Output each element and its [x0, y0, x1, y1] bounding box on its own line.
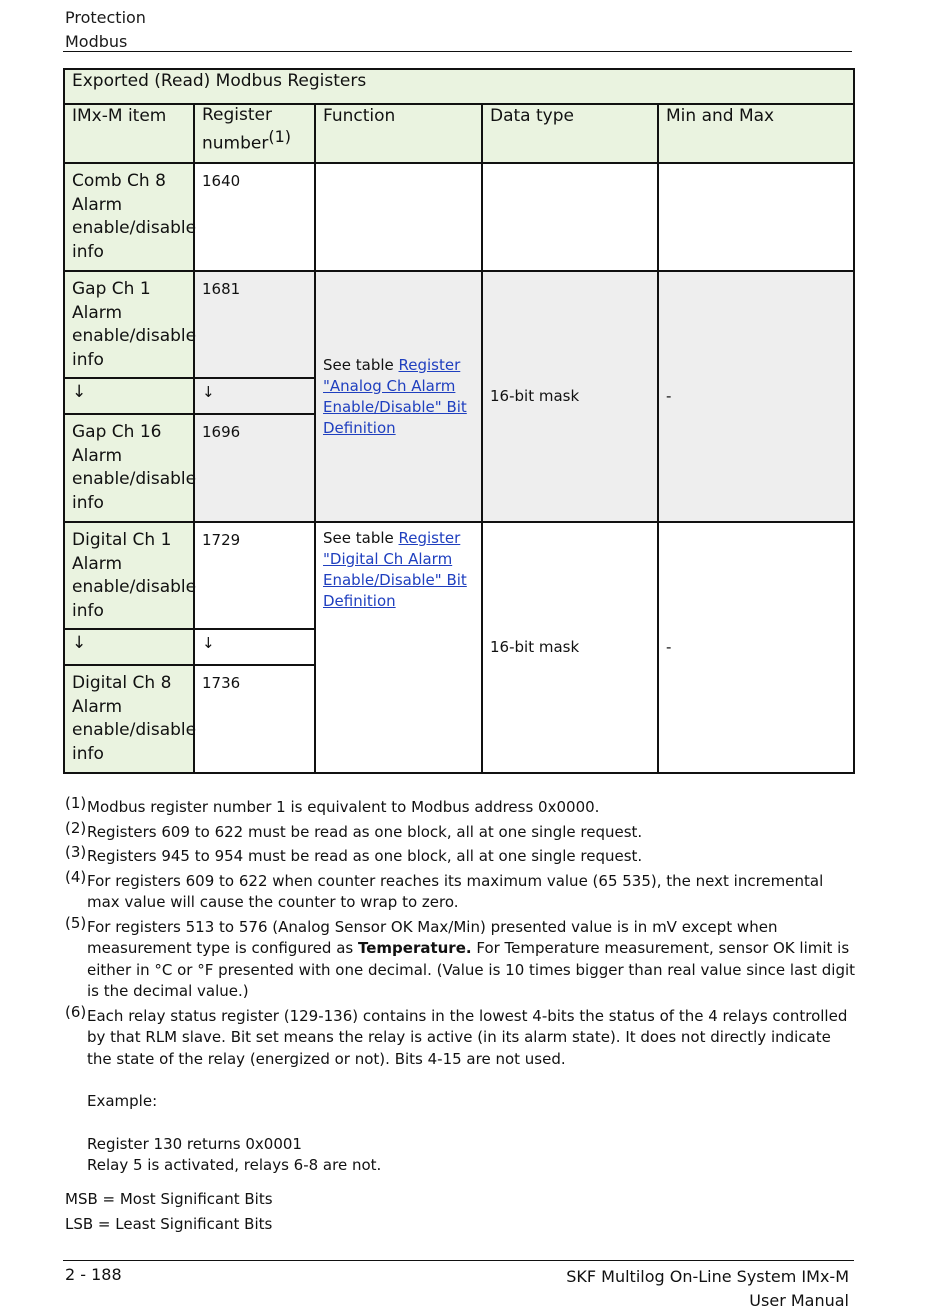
table-title: Exported (Read) Modbus Registers — [64, 69, 854, 104]
header-subsection: Modbus — [65, 32, 128, 51]
table-header-row — [64, 104, 854, 163]
example-line: Register 130 returns 0x0001 — [87, 1134, 302, 1153]
footnote-mark: (3) — [65, 843, 87, 861]
digital-bit-definition-link[interactable]: Register "Digital Ch Alarm Enable/Disable" Bit Definition — [323, 529, 467, 610]
cell-item: Gap Ch 16 Alarm enable/disable info — [64, 414, 194, 522]
modbus-register-table — [63, 68, 855, 774]
footnote-text: Modbus register number 1 is equivalent to Modbus address 0x0000. — [87, 798, 600, 816]
footnote-text: Each relay status register (129-136) contains in the lowest 4-bits the status of the 4 relays controlled by that RLM slave. Bit set means the relay is active (in its alarm state). It does not directly indicate the state of the relay (energized or not). Bits 4-15 are not used. — [87, 1006, 848, 1068]
cell-item-arrow: ↓ — [64, 629, 194, 665]
cell-register-arrow: ↓ — [194, 629, 315, 665]
column-header-item: IMx-M item — [64, 104, 194, 163]
cell-register: 1681 — [194, 271, 315, 378]
footnote-text: Registers 609 to 622 must be read as one block, all at one single request. — [87, 822, 643, 841]
column-header-min-max: Min and Max — [658, 104, 854, 163]
abbreviation-msb: MSB = Most Significant Bits — [65, 1190, 273, 1208]
document-type: User Manual — [749, 1291, 849, 1310]
cell-data-type: 16-bit mask — [482, 522, 658, 773]
cell-register: 1640 — [194, 163, 315, 271]
product-name: SKF Multilog On-Line System IMx-M — [566, 1267, 849, 1286]
table-title-row — [64, 69, 854, 104]
cell-data-type: 16-bit mask — [482, 271, 658, 522]
footnote-5 — [65, 913, 856, 1003]
example-label: Example: — [87, 1092, 158, 1110]
cell-register: 1736 — [194, 665, 315, 773]
function-text: See table — [323, 355, 399, 374]
cell-item: Comb Ch 8 Alarm enable/disable info — [64, 163, 194, 271]
page-header — [65, 6, 146, 54]
footer-divider — [63, 1260, 854, 1261]
abbreviation-lsb: LSB = Least Significant Bits — [65, 1215, 273, 1233]
cell-register: 1696 — [194, 414, 315, 522]
footnote-bold-term: Temperature. — [357, 939, 472, 957]
footnote-mark: (4) — [65, 867, 87, 886]
function-text: See table — [323, 529, 399, 547]
column-header-function: Function — [315, 104, 482, 163]
footnote-text: Registers 945 to 954 must be read as one block, all at one single request. — [87, 847, 643, 865]
footnote-mark: (2) — [65, 818, 87, 837]
cell-register: 1729 — [194, 522, 315, 629]
footnote-mark: (6) — [65, 1002, 87, 1021]
column-header-data-type: Data type — [482, 104, 658, 163]
cell-min-max: - — [658, 522, 854, 773]
header-section: Protection — [65, 8, 146, 27]
footnote-text: For registers 609 to 622 when counter reaches its maximum value (65 535), the next incremental max value will cause the counter to wrap to zero. — [87, 871, 824, 911]
footnotes — [65, 794, 856, 1180]
cell-item: Digital Ch 1 Alarm enable/disable info — [64, 522, 194, 629]
footnote-mark: (5) — [65, 913, 87, 932]
cell-min-max — [658, 163, 854, 271]
footnote-text: For registers 513 to 576 (Analog Sensor OK Max/Min) presented value is in mV except when measurement type is configured as — [87, 917, 778, 957]
page-number: 2 - 188 — [65, 1265, 122, 1284]
cell-data-type — [482, 163, 658, 271]
cell-min-max: - — [658, 271, 854, 522]
cell-register-arrow: ↓ — [194, 378, 315, 414]
analog-bit-definition-link[interactable]: Register "Analog Ch Alarm Enable/Disable" Bit Definition — [323, 355, 467, 437]
footnote-4 — [65, 867, 855, 914]
cell-item: Digital Ch 8 Alarm enable/disable info — [64, 665, 194, 773]
footnote-text: For Temperature measurement, sensor OK limit is either in °C or °F presented with one decimal. (Value is 10 times bigger than real value since last digit is the decimal value.) — [87, 939, 856, 1000]
footnote-ref: (1) — [268, 127, 292, 146]
footnote-2 — [65, 818, 855, 844]
header-divider — [63, 51, 852, 52]
table-row — [64, 163, 854, 271]
footnote-1 — [65, 794, 855, 819]
example-line: Relay 5 is activated, relays 6-8 are not. — [87, 1156, 382, 1174]
cell-function — [315, 271, 482, 522]
footnote-3 — [65, 843, 855, 868]
footnote-6 — [65, 1002, 855, 1177]
table-row — [64, 522, 854, 629]
footnote-mark: (1) — [65, 794, 87, 812]
cell-function — [315, 163, 482, 271]
cell-item-arrow: ↓ — [64, 378, 194, 414]
table-row — [64, 271, 854, 378]
column-header-register — [194, 104, 315, 163]
cell-function — [315, 522, 482, 773]
cell-item: Gap Ch 1 Alarm enable/disable info — [64, 271, 194, 378]
column-header-register-label: Register number — [202, 105, 272, 154]
